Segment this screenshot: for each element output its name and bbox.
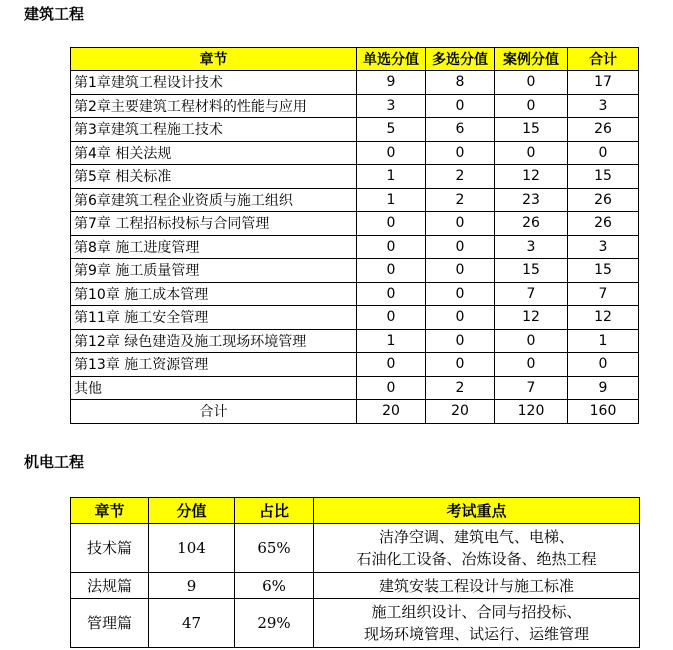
cell-case: 120 (495, 400, 568, 424)
cell-single-choice: 0 (357, 141, 426, 165)
table-row (71, 94, 639, 118)
table-row (71, 165, 639, 189)
cell-single-choice: 0 (357, 306, 426, 330)
cell-total: 26 (568, 188, 639, 212)
table-row (71, 353, 639, 377)
cell-case: 12 (495, 306, 568, 330)
cell-single-choice: 0 (357, 353, 426, 377)
header-score: 分值 (149, 498, 235, 524)
cell-single-choice: 0 (357, 259, 426, 283)
cell-multi-choice: 6 (426, 118, 495, 142)
total-label: 合计 (71, 400, 357, 424)
cell-multi-choice: 0 (426, 282, 495, 306)
cell-single-choice: 1 (357, 188, 426, 212)
cell-multi-choice: 2 (426, 165, 495, 189)
cell-total: 0 (568, 141, 639, 165)
table-row (71, 235, 639, 259)
table-header-row (71, 48, 639, 71)
cell-single-choice: 0 (357, 212, 426, 236)
cell-multi-choice: 0 (426, 259, 495, 283)
key-points-line: 洁净空调、建筑电气、电梯、 (378, 528, 574, 546)
cell-total: 160 (568, 400, 639, 424)
cell-chapter: 管理篇 (71, 599, 149, 648)
cell-single-choice: 3 (357, 94, 426, 118)
cell-chapter: 第12章 绿色建造及施工现场环境管理 (71, 329, 357, 353)
cell-ratio: 6% (235, 573, 314, 599)
header-single-choice: 单选分值 (357, 48, 426, 71)
cell-total: 17 (568, 71, 639, 95)
cell-chapter: 第5章 相关标准 (71, 165, 357, 189)
cell-ratio: 29% (235, 599, 314, 648)
table-row (71, 282, 639, 306)
table-row (71, 376, 639, 400)
cell-chapter: 第6章建筑工程企业资质与施工组织 (71, 188, 357, 212)
table-row (71, 524, 640, 573)
cell-chapter: 第4章 相关法规 (71, 141, 357, 165)
cell-case: 0 (495, 329, 568, 353)
mep-score-table (70, 497, 640, 648)
table-row (71, 329, 639, 353)
cell-multi-choice: 20 (426, 400, 495, 424)
key-points-line: 建筑安装工程设计与施工标准 (378, 576, 574, 595)
cell-total: 3 (568, 94, 639, 118)
cell-case: 0 (495, 94, 568, 118)
cell-chapter: 第3章建筑工程施工技术 (71, 118, 357, 142)
cell-single-choice: 0 (357, 282, 426, 306)
cell-multi-choice: 8 (426, 71, 495, 95)
header-ratio: 占比 (235, 498, 314, 524)
cell-chapter: 第1章建筑工程设计技术 (71, 71, 357, 95)
cell-single-choice: 0 (357, 235, 426, 259)
table-row (71, 599, 640, 648)
header-key-points: 考试重点 (314, 498, 640, 524)
cell-chapter: 其他 (71, 376, 357, 400)
cell-multi-choice: 0 (426, 329, 495, 353)
table-row (71, 259, 639, 283)
cell-case: 15 (495, 118, 568, 142)
table-row (71, 306, 639, 330)
cell-total: 9 (568, 376, 639, 400)
key-points-line: 施工组织设计、合同与招投标、 (371, 603, 582, 621)
cell-multi-choice: 0 (426, 235, 495, 259)
cell-total: 15 (568, 259, 639, 283)
cell-single-choice: 1 (357, 329, 426, 353)
cell-case: 0 (495, 141, 568, 165)
header-chapter: 章节 (71, 48, 357, 71)
table-row (71, 188, 639, 212)
cell-chapter: 第13章 施工资源管理 (71, 353, 357, 377)
cell-total: 3 (568, 235, 639, 259)
cell-case: 26 (495, 212, 568, 236)
cell-score: 104 (149, 524, 235, 573)
cell-case: 7 (495, 282, 568, 306)
cell-multi-choice: 0 (426, 94, 495, 118)
cell-key-points (314, 524, 640, 573)
cell-multi-choice: 0 (426, 141, 495, 165)
cell-multi-choice: 0 (426, 353, 495, 377)
cell-case: 23 (495, 188, 568, 212)
header-chapter: 章节 (71, 498, 149, 524)
cell-total: 26 (568, 212, 639, 236)
cell-single-choice: 20 (357, 400, 426, 424)
cell-multi-choice: 0 (426, 306, 495, 330)
cell-chapter: 第2章主要建筑工程材料的性能与应用 (71, 94, 357, 118)
cell-chapter: 第8章 施工进度管理 (71, 235, 357, 259)
cell-chapter: 第7章 工程招标投标与合同管理 (71, 212, 357, 236)
table-row (71, 118, 639, 142)
section-title-construction: 建筑工程 (24, 5, 85, 23)
cell-score: 47 (149, 599, 235, 648)
section-title-mep: 机电工程 (24, 453, 85, 471)
cell-case: 0 (495, 71, 568, 95)
total-row (71, 400, 639, 424)
cell-case: 15 (495, 259, 568, 283)
header-multi-choice: 多选分值 (426, 48, 495, 71)
cell-case: 7 (495, 376, 568, 400)
cell-total: 26 (568, 118, 639, 142)
cell-chapter: 技术篇 (71, 524, 149, 573)
key-points-line: 现场环境管理、试运行、运维管理 (363, 625, 589, 643)
table-row (71, 71, 639, 95)
table-row (71, 212, 639, 236)
header-total: 合计 (568, 48, 639, 71)
cell-chapter: 法规篇 (71, 573, 149, 599)
cell-key-points (314, 573, 640, 599)
cell-ratio: 65% (235, 524, 314, 573)
cell-case: 3 (495, 235, 568, 259)
cell-case: 12 (495, 165, 568, 189)
cell-total: 7 (568, 282, 639, 306)
construction-score-table (70, 47, 639, 424)
cell-multi-choice: 2 (426, 188, 495, 212)
cell-single-choice: 5 (357, 118, 426, 142)
cell-key-points (314, 599, 640, 648)
cell-multi-choice: 2 (426, 376, 495, 400)
cell-single-choice: 1 (357, 165, 426, 189)
table-row (71, 573, 640, 599)
cell-total: 15 (568, 165, 639, 189)
cell-multi-choice: 0 (426, 212, 495, 236)
cell-score: 9 (149, 573, 235, 599)
cell-chapter: 第10章 施工成本管理 (71, 282, 357, 306)
cell-single-choice: 9 (357, 71, 426, 95)
cell-total: 12 (568, 306, 639, 330)
table-row (71, 141, 639, 165)
cell-chapter: 第11章 施工安全管理 (71, 306, 357, 330)
key-points-line: 石油化工设备、冶炼设备、绝热工程 (356, 550, 597, 568)
cell-total: 0 (568, 353, 639, 377)
cell-chapter: 第9章 施工质量管理 (71, 259, 357, 283)
header-case: 案例分值 (495, 48, 568, 71)
cell-total: 1 (568, 329, 639, 353)
cell-single-choice: 0 (357, 376, 426, 400)
table-header-row (71, 498, 640, 524)
cell-case: 0 (495, 353, 568, 377)
